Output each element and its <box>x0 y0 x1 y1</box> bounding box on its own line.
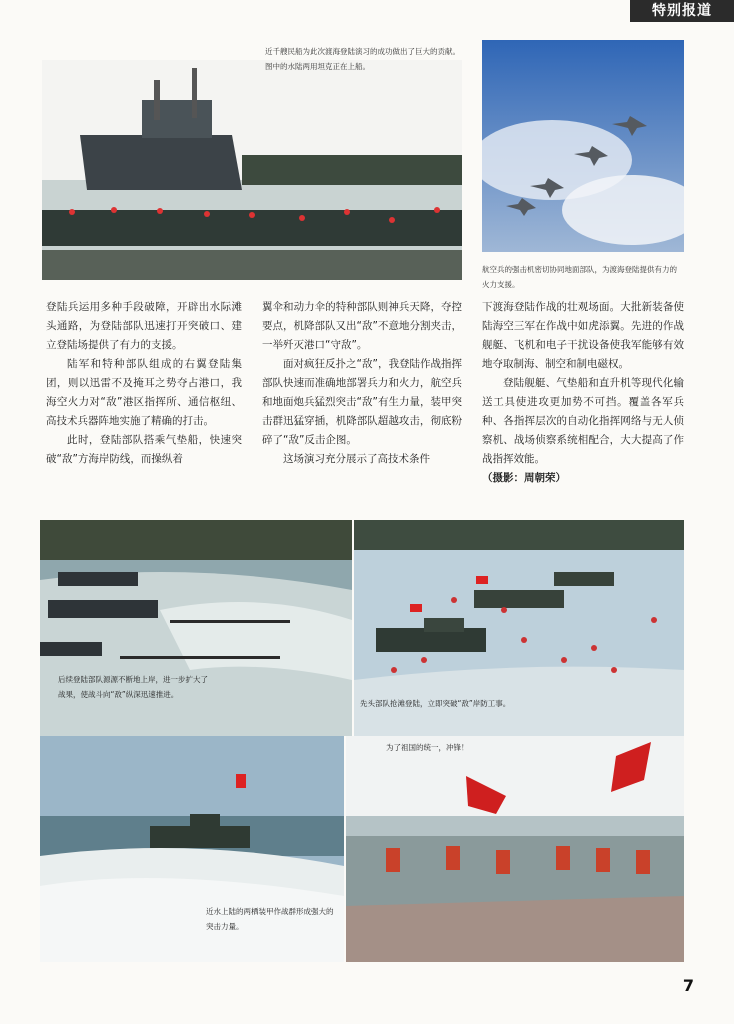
paragraph: 登陆兵运用多种手段破障，开辟出水际滩头通路，为登陆部队迅速打开突破口、建立登陆场提供了有力的支援。 <box>46 301 242 351</box>
landing-caption: 后续登陆部队源源不断地上岸，进一步扩大了战果，使战斗向“敌”纵深迅速推进。 <box>58 675 208 699</box>
amphibious-caption: 近水上陆的两栖装甲作战群形成强大的突击力量。 <box>206 907 334 931</box>
paragraph: 登陆舰艇、气垫船和直升机等现代化输送工具使进攻更加势不可挡。覆盖各军兵种、各指挥层次的自动化指挥网络与无人侦察机、战场侦察系统相配合，大大提高了作战指挥效能。 <box>482 377 684 465</box>
landing-boats-photo <box>40 520 352 736</box>
body-column-3 <box>482 298 684 488</box>
paragraph: 下渡海登陆作战的壮观场面。大批新装备使陆海空三军在作战中如虎添翼。先进的作战舰艇、飞机和电子干扰设备使我军能够有效地夺取制海、制空和制电磁权。 <box>482 301 684 370</box>
paragraph: 此时，登陆部队搭乘气垫船，快速突破“敌”方海岸防线，而操纵着 <box>46 434 242 465</box>
body-column-2 <box>262 298 462 469</box>
paragraph: 翼伞和动力伞的特种部队则神兵天降，夺控要点，机降部队又出“敌”不意地分割夹击，一举歼灭港口“守敌”。 <box>262 301 462 351</box>
ship-caption: 近千艘民船为此次渡海登陆演习的成功做出了巨大的贡献。图中的水陆两用坦克正在上船。 <box>265 47 460 71</box>
photo-credit: （摄影：周朝荣） <box>482 472 566 484</box>
section-tag: 特别报道 <box>630 0 734 22</box>
paragraph: 陆军和特种部队组成的右翼登陆集团，则以迅雷不及掩耳之势夺占港口，我海空火力对“敌”港区指挥所、通信枢纽、高技术兵器阵地实施了精确的打击。 <box>46 358 242 427</box>
body-column-1 <box>46 298 242 469</box>
paragraph: 面对疯狂反扑之“敌”，我登陆作战指挥部队快速而准确地部署兵力和火力，航空兵和地面炮兵猛烈突击“敌”有生力量，装甲突击群迅猛穿插，机降部队超越攻击，彻底粉碎了“敌”反击企图。 <box>262 358 462 446</box>
charge-photo <box>346 736 684 962</box>
vanguard-caption: 先头部队抢滩登陆，立即突破“敌”岸防工事。 <box>360 699 511 708</box>
jets-caption: 航空兵的强击机密切协同地面部队，为渡海登陆提供有力的火力支援。 <box>482 265 677 289</box>
jets-photo <box>482 40 684 252</box>
paragraph: 这场演习充分展示了高技术条件 <box>283 453 430 465</box>
ship-photo <box>42 60 462 280</box>
page-number: 7 <box>682 976 694 995</box>
charge-caption: 为了祖国的统一，冲锋！ <box>386 743 469 752</box>
